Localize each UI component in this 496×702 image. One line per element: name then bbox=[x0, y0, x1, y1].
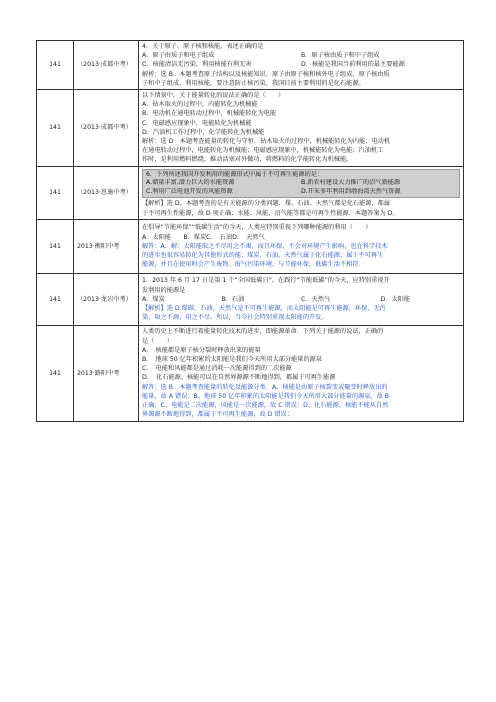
question-body bbox=[139, 90, 464, 167]
row-number: 141 bbox=[37, 166, 74, 219]
text-line: A．钻木取火的过程中，内能转化为机械能 bbox=[142, 101, 258, 109]
text-line: B． 地球 50 亿年积累的太阳能是我们今天所用大部分能量的源泉 bbox=[142, 355, 323, 363]
text-line: 在通电转动过程中，电能转化为机械能；电磁感应现象中，机械能转化为电能；汽油机工 bbox=[142, 147, 384, 155]
source-label: （2013·恩施中考） bbox=[77, 189, 132, 197]
text-line: 6．下列所述我国开发利用的能源形式中属于不可再生能源的是： bbox=[146, 170, 324, 178]
option-text: C．天然气 bbox=[301, 295, 331, 303]
table-row bbox=[37, 219, 464, 273]
question-body bbox=[139, 325, 464, 421]
text-line: 界源源不断地得到，都属于不可再生能源，故 D 错误； bbox=[142, 411, 294, 419]
question-body bbox=[139, 219, 464, 273]
source-label: （2013·成都中考） bbox=[77, 61, 132, 69]
text-line: D．汽油机工作过程中，化学能转化为机械能 bbox=[142, 128, 265, 136]
table-row bbox=[37, 166, 464, 219]
option-text: B．原子核由质子和中子组成 bbox=[301, 52, 380, 60]
source-cell bbox=[74, 166, 139, 219]
text-line: 以下情景中，关于能量转化的说法正确的是（ ） bbox=[142, 92, 285, 100]
text-line: 解析：选 B．本题考查原子结构以及核能知识．原子由原子核和核外电子组成，原子核由质 bbox=[142, 70, 390, 78]
row-number: 141 bbox=[37, 219, 74, 273]
text-line: A． 核能都是原子核分裂时释放出来的能量 bbox=[142, 346, 261, 354]
text-line: 解析：选 D 本题考查能量的转化与守恒．钻木取火的过程中，机械能转化为内能；电动机 bbox=[142, 138, 391, 146]
option-text: C．核能清洁无污染，利用核能有利无害 bbox=[142, 61, 252, 69]
option-text: A．原子由质子和电子组成 bbox=[142, 52, 215, 60]
text-line: 人类历史上不断进行着能量转化技术的进步，即能源革命．下列关于能源的说法，正确的 bbox=[142, 328, 384, 336]
source-label: （2013·成都中考） bbox=[77, 124, 132, 132]
text-line: 解答：选 B．本题考查能量的转化及能源分类．A、核能是由原子核裂变或聚变时释放出的 bbox=[142, 383, 388, 391]
text-line: 发利用的能源是 bbox=[142, 286, 186, 294]
option-row bbox=[142, 295, 460, 304]
row-number: 141 bbox=[37, 90, 74, 167]
source-cell bbox=[74, 41, 139, 90]
text-line: D． 化石能源、核能可以在自然界源源不断地得到，都属于可再生能源 bbox=[142, 374, 336, 382]
text-line: 【解析】选 D.煤碳，石油，天然气是不可再生能源，而太阳能是可再生能源，环保，无污 bbox=[142, 304, 386, 312]
option-text: B．石油 bbox=[221, 295, 245, 303]
question-table bbox=[36, 40, 464, 422]
option-row bbox=[142, 51, 460, 60]
text-line: 在倡导“节能环保”“低碳生活”的今天，人类应特别重视下列哪种能源的利用（ ） bbox=[142, 224, 372, 232]
text-line: 于不可再生性能源，故 D 项正确；水能、风能、沼气能等都是可再生性能源．本题答案为 D。 bbox=[142, 209, 399, 217]
option-text: D.开采多年利用到渤海湾天然气资源 bbox=[301, 187, 401, 195]
text-line: 能源，并且在使用时会产生废物、废气污染环境，与节能环保，低碳生活不相符. bbox=[142, 261, 361, 269]
source-label: （2013·龙岩中考） bbox=[77, 295, 132, 303]
option-text: C.利用广泛电池开发的风能资源 bbox=[146, 187, 233, 195]
text-line: B．电动机在通电转动过程中，机械能转化为电能 bbox=[142, 110, 277, 118]
text-line: 解答：A．解：太阳能取之不尽用之不竭，而且环保，不会对环境产生影响，也在科学技术 bbox=[142, 242, 388, 250]
text-line: 4．关于原子、原子核和核能，表述正确的是 bbox=[142, 43, 264, 50]
text-line: 正确；C、电能是二次能源，风能是一次能源，故 C 错误；D、化石能源、核能不能从自然 bbox=[142, 401, 389, 409]
option-text: B.新农村建设大力推广的沼气新能源 bbox=[301, 179, 401, 187]
question-body bbox=[139, 41, 464, 90]
source-cell bbox=[74, 219, 139, 273]
text-line: 1．2013 年 6 月 17 日是第 1 个“全国低碳日”。在践行“节能低碳”的今天，应特别重视开 bbox=[142, 277, 390, 285]
source-label: 2013·路阳中考 bbox=[77, 369, 120, 377]
option-row bbox=[146, 188, 456, 197]
text-line: 的进步也很容易转化为其他形式的能；煤炭、石油、天然气属于化石能源，属于不可再生 bbox=[142, 251, 384, 259]
table-row bbox=[37, 325, 464, 421]
option-text: A.储量丰富,潜力巨大的水能资源 bbox=[146, 179, 235, 187]
row-number: 141 bbox=[37, 325, 74, 421]
source-cell bbox=[74, 90, 139, 167]
option-text: A．煤炭 bbox=[142, 295, 165, 303]
table-row bbox=[37, 41, 464, 90]
option-text: D．核能是我国当前利用的最主要能源 bbox=[301, 61, 405, 69]
text-line: A．太阳能 B．煤炭C． 石油D． 天然气 bbox=[142, 233, 265, 241]
option-row bbox=[142, 60, 460, 69]
table-row bbox=[37, 90, 464, 167]
question-body bbox=[139, 273, 464, 325]
text-line: 能量，故 A 错误；B、地球 50 亿年积累的太阳能是我们今天所用大部分能量的源泉，故 B bbox=[142, 392, 389, 400]
text-line: 是（ ） bbox=[142, 337, 173, 345]
text-line: C．电磁感应现象中，电能转化为机械能 bbox=[142, 119, 252, 127]
option-text: D．太阳能 bbox=[380, 295, 411, 303]
text-line: 作时，是利用燃料燃烧，推动活塞对外做功，将燃料的化学能转化为机械能。 bbox=[142, 156, 353, 164]
text-line: C． 电能和风能都是通过消耗一次能源得到的二次能源 bbox=[142, 365, 292, 373]
question-image bbox=[142, 169, 460, 199]
text-line: 【解析】选 D。本题考查的是有关能源的分类问题．煤、石油、天然气都是化石能源，都属 bbox=[142, 200, 391, 208]
source-label: 2013·衡阳中考 bbox=[77, 242, 120, 250]
question-body bbox=[139, 166, 464, 219]
table-row bbox=[37, 273, 464, 325]
text-line: 子和中子组成，利用核能，要注意防止核污染，我国目前主要利用的是化石能源。 bbox=[142, 79, 365, 87]
row-number: 141 bbox=[37, 273, 74, 325]
source-cell bbox=[74, 273, 139, 325]
row-number: 141 bbox=[37, 41, 74, 90]
text-line: 染，取之不竭，用之不尽。所以，当今社会特别重视太阳能的开发。 bbox=[142, 314, 328, 322]
option-row bbox=[146, 179, 456, 188]
source-cell bbox=[74, 325, 139, 421]
